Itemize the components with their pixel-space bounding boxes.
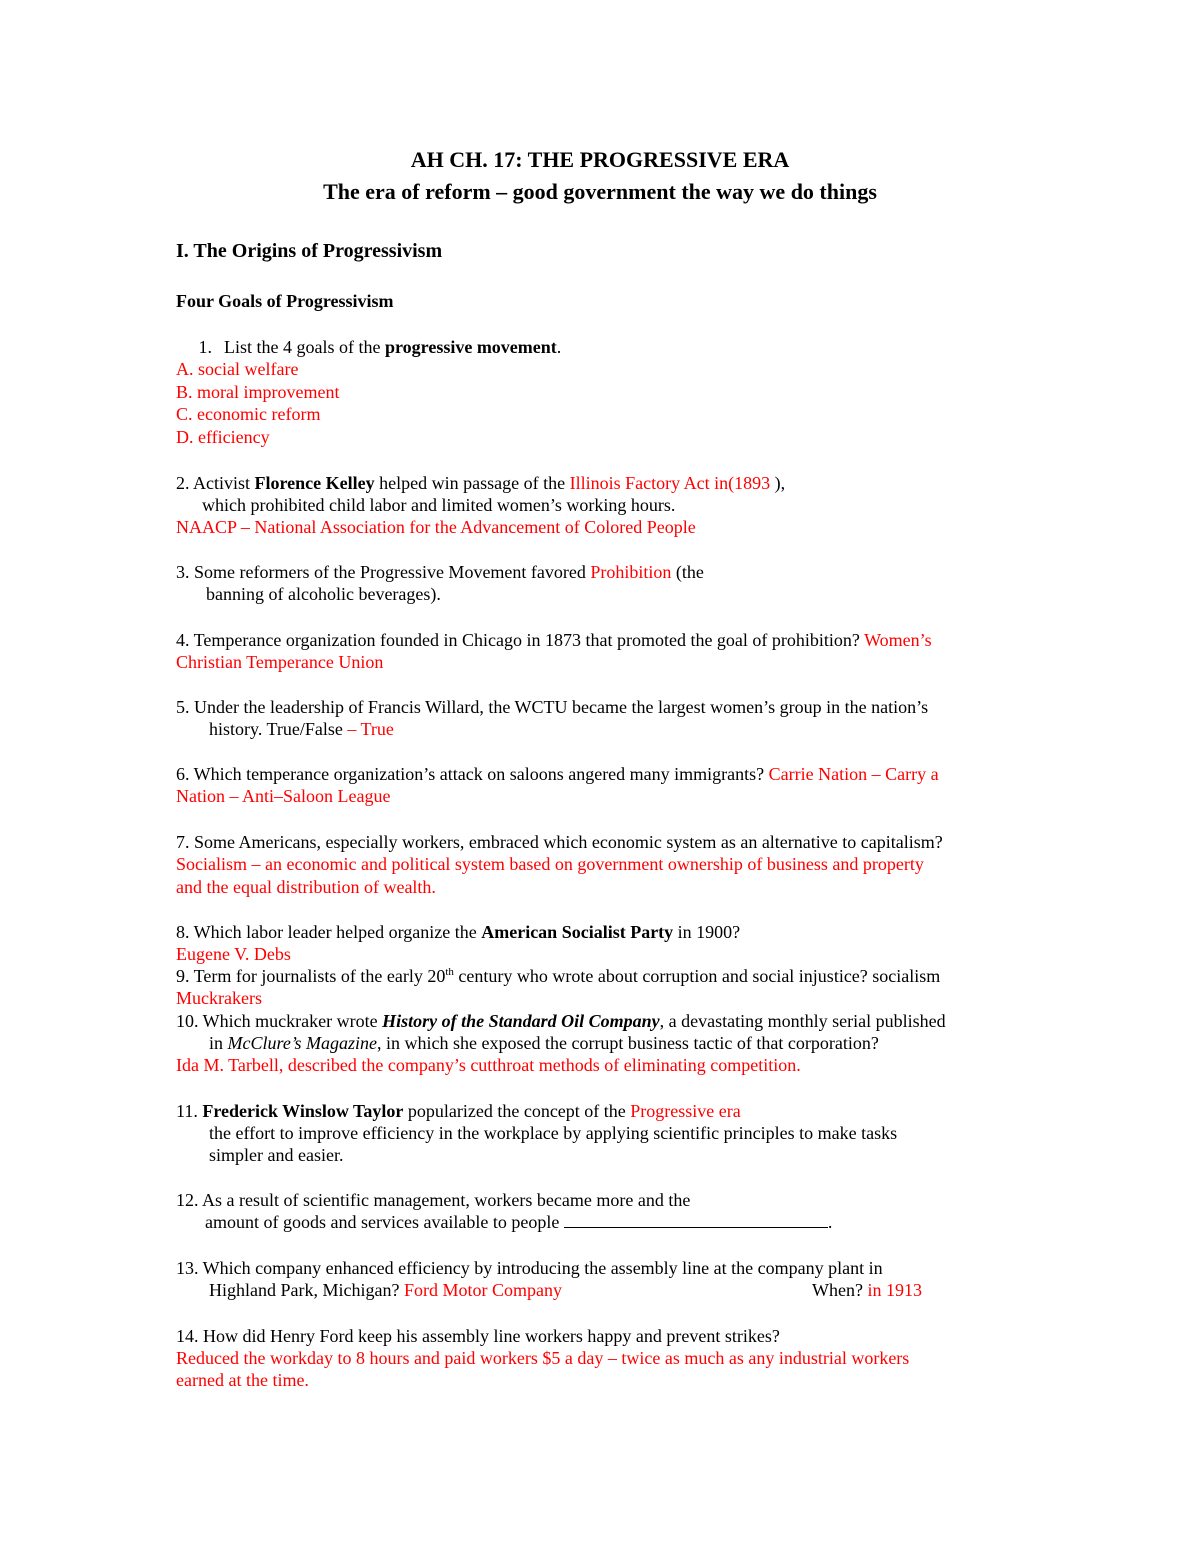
question-1-number: 1. [198,337,212,357]
question-11 [176,1100,741,1122]
question-9-pre: 9. Term for journalists of the early 20 [176,966,446,986]
question-11-line2: the effort to improve efficiency in the workplace by applying scientific principles to make tasks [209,1123,898,1143]
answer-6-part2: Nation – Anti–Saloon League [176,786,391,806]
answer-1b: B. moral improvement [176,382,340,402]
answer-1c: C. economic reform [176,404,321,424]
question-5-line2 [209,718,394,740]
question-2-mid: helped win passage of the [374,473,570,493]
question-8-pre: 8. Which labor leader helped organize the [176,922,482,942]
question-8 [176,921,740,943]
answer-8: Eugene V. Debs [176,944,291,964]
question-1-bold: progressive movement [384,337,557,357]
question-10 [176,1010,946,1032]
answer-11: Progressive era [630,1101,741,1121]
question-9 [176,965,940,987]
question-10-pre: 10. Which muckraker wrote [176,1011,383,1031]
question-13-line2 [209,1279,562,1301]
answer-4-part1: Women’s [864,630,932,650]
question-12-line2 [205,1211,832,1233]
question-6-text: 6. Which temperance organization’s attack on saloons angered many immigrants? [176,764,769,784]
question-13-when-text: When? [812,1280,868,1300]
question-5: 5. Under the leadership of Francis Willard, the WCTU became the largest women’s group in the nation’s [176,697,929,717]
question-2-pre: 2. Activist [176,473,255,493]
question-3-red: Prohibition [590,562,676,582]
question-3 [176,561,704,583]
question-9-sup: th [445,966,454,978]
question-3-line2: banning of alcoholic beverages). [206,584,441,604]
question-2 [176,472,785,494]
question-10-line2-end: , in which she exposed the corrupt business tactic of that corporation? [377,1033,879,1053]
question-14: 14. How did Henry Ford keep his assembly line workers happy and prevent strikes? [176,1326,780,1346]
answer-4-part2: Christian Temperance Union [176,652,384,672]
question-3-end: (the [675,562,704,582]
answer-7-line1: Socialism – an economic and political system based on government ownership of business and property [176,854,924,874]
question-2-line2: which prohibited child labor and limited women’s working hours. [202,495,676,515]
question-2-red: Illinois Factory Act in(1893 [569,473,775,493]
question-10-end: , a devastating monthly serial published [659,1011,946,1031]
question-5-line2-text: history. True/False [209,719,348,739]
question-11-num: 11. [176,1101,203,1121]
answer-2: NAACP – National Association for the Advancement of Colored People [176,517,696,537]
question-12-line2-text: amount of goods and services available to people [205,1212,564,1232]
question-8-bold: American Socialist Party [481,922,674,942]
answer-14-line2: earned at the time. [176,1370,309,1390]
answer-blank-12[interactable] [564,1211,828,1228]
answer-7-line2: and the equal distribution of wealth. [176,877,436,897]
question-4 [176,629,932,651]
question-11-mid: popularized the concept of the [403,1101,631,1121]
question-10-line2-pre: in [209,1033,228,1053]
question-11-line3: simpler and easier. [209,1145,344,1165]
question-2-bold: Florence Kelley [254,473,375,493]
question-10-book-title: History of the Standard Oil Company [382,1011,660,1031]
page-title: AH CH. 17: THE PROGRESSIVE ERA [410,147,790,172]
page-subtitle: The era of reform – good government the way we do things [323,179,877,204]
question-1 [176,336,561,358]
question-7: 7. Some Americans, especially workers, embraced which economic system as an alternative to capitalism? [176,832,943,852]
answer-1d: D. efficiency [176,427,270,447]
question-11-bold: Frederick Winslow Taylor [202,1101,404,1121]
answer-14-line1: Reduced the workday to 8 hours and paid workers $5 a day – twice as much as any industrial workers [176,1348,910,1368]
question-8-end: in 1900? [673,922,741,942]
section-heading: I. The Origins of Progressivism [176,240,443,262]
question-2-end: ), [774,473,786,493]
question-13-line2-text: Highland Park, Michigan? [209,1280,404,1300]
answer-13-year: in 1913 [867,1280,922,1300]
question-3-pre: 3. Some reformers of the Progressive Movement favored [176,562,591,582]
question-6 [176,763,939,785]
answer-9: Muckrakers [176,988,262,1008]
answer-5: – True [347,719,394,739]
question-1-text: List the 4 goals of the [224,337,385,357]
question-9-end: century who wrote about corruption and social injustice? socialism [453,966,941,986]
answer-6-part1: Carrie Nation – Carry a [768,764,939,784]
question-1-end: . [556,337,562,357]
question-4-text: 4. Temperance organization founded in Chicago in 1873 that promoted the goal of prohibition? [176,630,865,650]
question-12: 12. As a result of scientific management, workers became more and the [176,1190,691,1210]
question-10-magazine: McClure’s Magazine [227,1033,377,1053]
answer-13-company: Ford Motor Company [403,1280,562,1300]
answer-10: Ida M. Tarbell, described the company’s cutthroat methods of eliminating competition. [176,1055,801,1075]
answer-1a: A. social welfare [176,359,299,379]
question-10-line2 [209,1032,879,1054]
question-12-end: . [827,1212,833,1232]
question-13: 13. Which company enhanced efficiency by introducing the assembly line at the company plant in [176,1258,883,1278]
section-subheading: Four Goals of Progressivism [176,291,394,311]
question-13-when [812,1279,922,1301]
